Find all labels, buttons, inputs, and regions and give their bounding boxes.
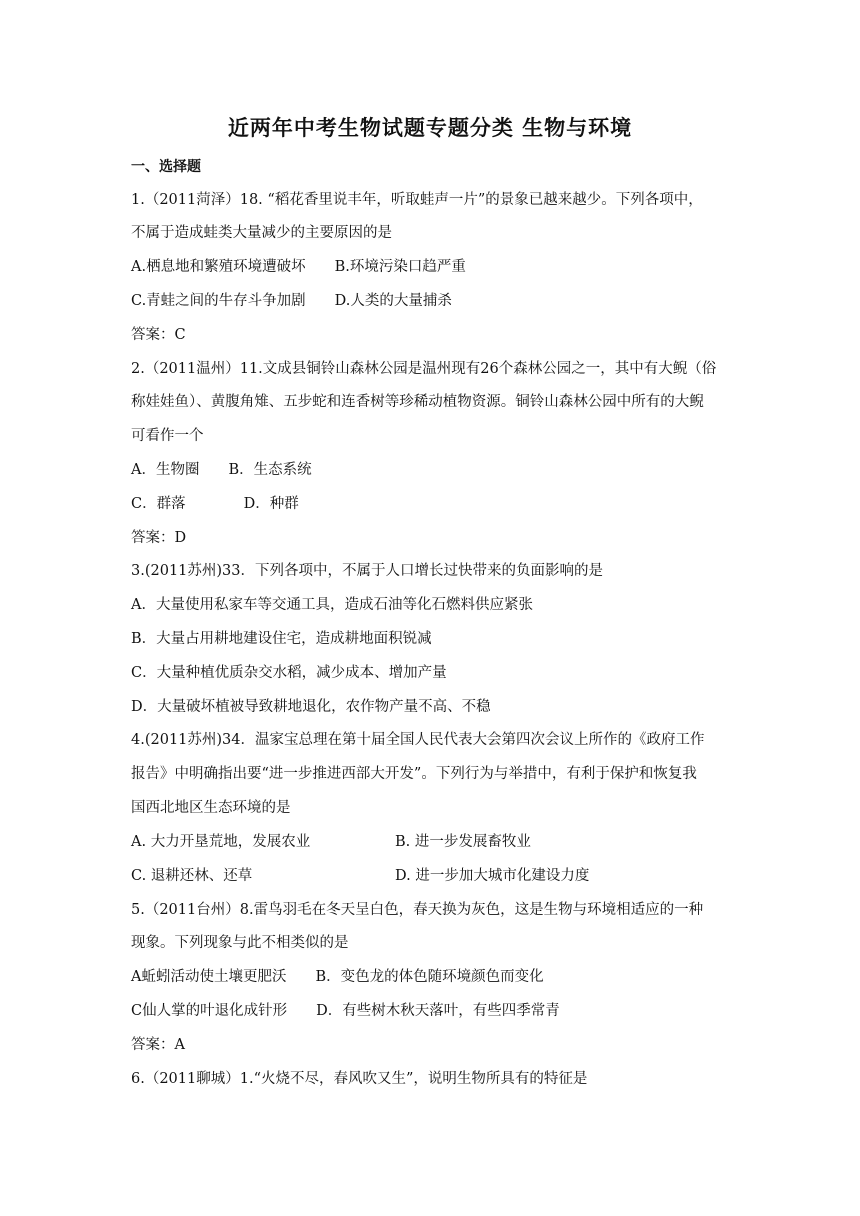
- q1-options-ab: A.栖息地和繁殖环境遭破坏 B.环境污染口趋严重: [131, 259, 466, 275]
- q2-stem-line1: 2.（2011温州）11.文成县铜铃山森林公园是温州现有26个森林公园之一，其中有大鲵（俗: [131, 361, 717, 377]
- q4-option-a: A. 大力开垦荒地，发展农业: [131, 834, 311, 850]
- q2-options-cd: C．群落 D．种群: [131, 496, 299, 512]
- q3-option-a: A．大量使用私家车等交通工具，造成石油等化石燃料供应紧张: [131, 597, 533, 613]
- q1-stem-line2: 不属于造成蛙类大量减少的主要原因的是: [131, 225, 392, 241]
- q2-stem-line3: 可看作一个: [131, 428, 204, 444]
- q5-options-cd: C仙人掌的叶退化成针形 D．有些树木秋天落叶，有些四季常青: [131, 1003, 560, 1019]
- section-heading: 一、选择题: [131, 159, 201, 175]
- q3-option-b: B．大量占用耕地建设住宅，造成耕地面积锐减: [131, 631, 432, 647]
- q4-option-d: D. 进一步加大城市化建设力度: [395, 868, 590, 884]
- q5-answer: 答案：A: [131, 1037, 185, 1053]
- q5-options-ab: A蚯蚓活动使土壤更肥沃 B．变色龙的体色随环境颜色而变化: [131, 969, 544, 985]
- q4-option-c: C. 退耕还林、还草: [131, 868, 253, 884]
- q1-options-cd: C.青蛙之间的牛存斗争加剧 D.人类的大量捕杀: [131, 293, 452, 309]
- q3-option-d: D．大量破坏植被导致耕地退化，农作物产量不高、不稳: [131, 699, 491, 715]
- q1-stem-line1: 1.（2011菏泽）18. “稻花香里说丰年，听取蛙声一片”的景象已越来越少。下列各项中，: [131, 192, 703, 208]
- q3-option-c: C．大量种植优质杂交水稻，减少成本、增加产量: [131, 665, 447, 681]
- q1-answer: 答案：C: [131, 327, 186, 343]
- q5-stem-line1: 5.（2011台州）8.雷鸟羽毛在冬天呈白色，春天换为灰色，这是生物与环境相适应的一种: [131, 902, 704, 918]
- q2-stem-line2: 称娃娃鱼）、黄腹角雉、五步蛇和连香树等珍稀动植物资源。铜铃山森林公园中所有的大鲵: [131, 394, 704, 410]
- q4-stem-line2: 报告》中明确指出要“进一步推进西部大开发”。下列行为与举措中，有利于保护和恢复我: [131, 766, 697, 782]
- q5-stem-line2: 现象。下列现象与此不相类似的是: [131, 935, 349, 951]
- q2-answer: 答案：D: [131, 530, 187, 546]
- q4-option-b: B. 进一步发展畜牧业: [395, 834, 531, 850]
- q6-stem: 6.（2011聊城）1.“火烧不尽，春风吹又生”，说明生物所具有的特征是: [131, 1071, 588, 1087]
- q3-stem: 3.(2011苏州)33．下列各项中，不属于人口增长过快带来的负面影响的是: [131, 563, 603, 579]
- q4-stem-line3: 国西北地区生态环境的是: [131, 800, 291, 816]
- q4-stem-line1: 4.(2011苏州)34．温家宝总理在第十届全国人民代表大会第四次会议上所作的《政府工作: [131, 732, 705, 748]
- document-title: 近两年中考生物试题专题分类 生物与环境: [227, 116, 633, 140]
- q2-options-ab: A．生物圈 B．生态系统: [131, 462, 312, 478]
